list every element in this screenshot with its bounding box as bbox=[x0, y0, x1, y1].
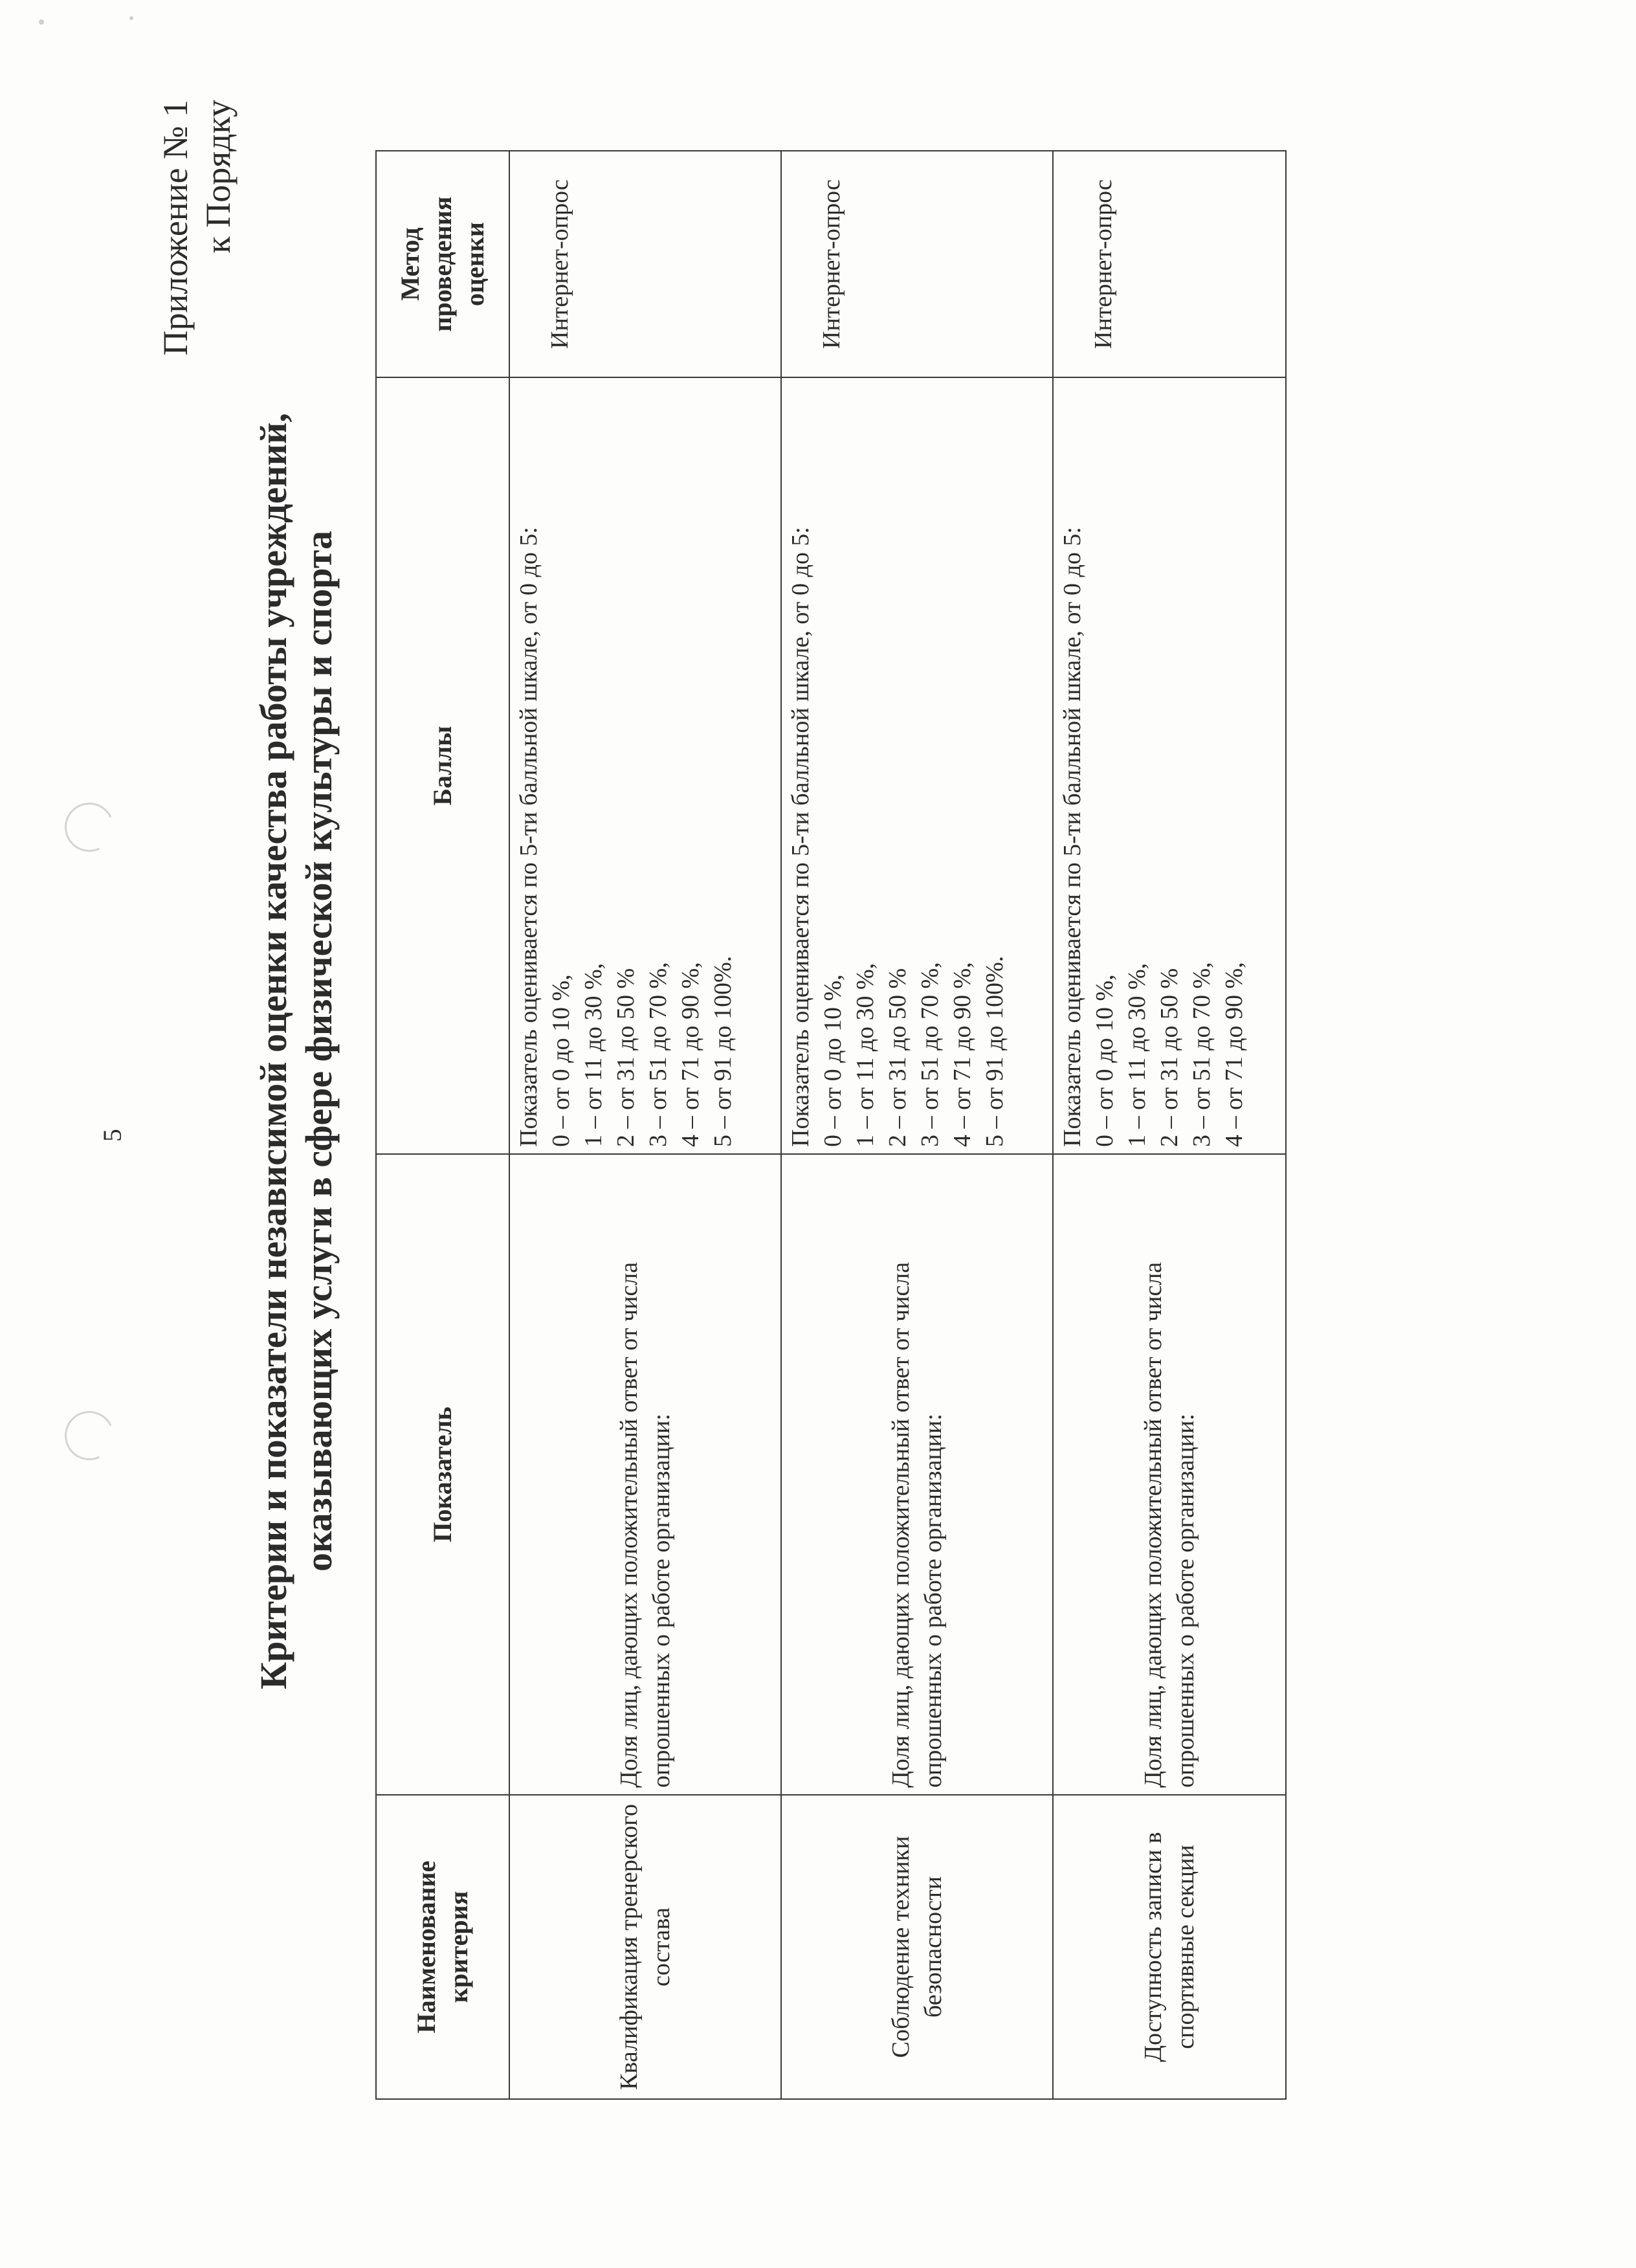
criterion-cell: Соблюдение техники безопасности bbox=[781, 1795, 1053, 2099]
title-line-2: оказывающих услуги в сфере физической культуры и спорта bbox=[298, 530, 340, 1572]
scale-line: 3 – от 51 до 70 %, bbox=[916, 962, 944, 1147]
scale-line: 1 – от 11 до 30 %, bbox=[1123, 962, 1151, 1147]
indicator-cell: Доля лиц, дающих положительный ответ от числа опрошенных о работе организации: bbox=[781, 1154, 1053, 1795]
table-row bbox=[509, 151, 781, 2099]
scale-line: 2 – от 31 до 50 % bbox=[1156, 968, 1183, 1147]
header-method: Метод проведения оценки bbox=[376, 151, 509, 377]
scale-line: 0 – от 0 до 10 %, bbox=[819, 974, 846, 1147]
appendix-line-2: к Порядку bbox=[199, 100, 238, 254]
points-intro: Показатель оценивается по 5-ти балльной шкале, от 0 до 5: bbox=[787, 527, 814, 1147]
appendix-reference bbox=[154, 100, 239, 449]
method-cell: Интернет-опрос bbox=[781, 151, 1053, 377]
scale-line: 3 – от 51 до 70 %, bbox=[645, 962, 672, 1147]
table-row bbox=[781, 151, 1053, 2099]
scale-line: 1 – от 11 до 30 %, bbox=[580, 962, 607, 1147]
points-cell bbox=[509, 377, 781, 1154]
scale-line: 1 – от 11 до 30 %, bbox=[852, 962, 879, 1147]
points-intro: Показатель оценивается по 5-ти балльной шкале, от 0 до 5: bbox=[1059, 527, 1086, 1147]
scale-line: 0 – от 0 до 10 %, bbox=[547, 974, 575, 1147]
page-number: 5 bbox=[98, 1129, 127, 1142]
points-intro: Показатель оценивается по 5-ти балльной шкале, от 0 до 5: bbox=[515, 527, 542, 1147]
scale-line: 2 – от 31 до 50 % bbox=[612, 968, 639, 1147]
criteria-table bbox=[375, 150, 1287, 2100]
document-title bbox=[251, 313, 342, 1789]
points-cell bbox=[781, 377, 1053, 1154]
indicator-cell: Доля лиц, дающих положительный ответ от числа опрошенных о работе организации: bbox=[509, 1154, 781, 1795]
scale-line: 5 – от 91 до 100%. bbox=[981, 955, 1008, 1147]
scale-line: 4 – от 71 до 90 %, bbox=[1221, 962, 1248, 1147]
scale-line: 3 – от 51 до 70 %, bbox=[1188, 962, 1215, 1147]
method-cell: Интернет-опрос bbox=[1053, 151, 1286, 377]
criterion-cell: Доступность записи в спортивные секции bbox=[1053, 1795, 1286, 2099]
header-indicator: Показатель bbox=[376, 1154, 509, 1795]
header-criterion: Наименование критерия bbox=[376, 1795, 509, 2099]
scale-line: 0 – от 0 до 10 %, bbox=[1091, 974, 1118, 1147]
scale-line: 2 – от 31 до 50 % bbox=[884, 968, 911, 1147]
scale-line: 4 – от 71 до 90 %, bbox=[677, 962, 704, 1147]
method-cell: Интернет-опрос bbox=[509, 151, 781, 377]
table-header-row bbox=[376, 151, 509, 2099]
points-cell bbox=[1053, 377, 1286, 1154]
title-line-1: Критерии и показатели независимой оценки качества работы учреждений, bbox=[252, 413, 294, 1689]
criterion-cell: Квалификация тренерского состава bbox=[509, 1795, 781, 2099]
header-points: Баллы bbox=[376, 377, 509, 1154]
scale-line: 4 – от 71 до 90 %, bbox=[949, 962, 976, 1147]
indicator-cell: Доля лиц, дающих положительный ответ от числа опрошенных о работе организации: bbox=[1053, 1154, 1286, 1795]
table-row bbox=[1053, 151, 1286, 2099]
appendix-line-1: Приложение № 1 bbox=[156, 100, 195, 356]
scale-line: 5 – от 91 до 100%. bbox=[709, 955, 736, 1147]
